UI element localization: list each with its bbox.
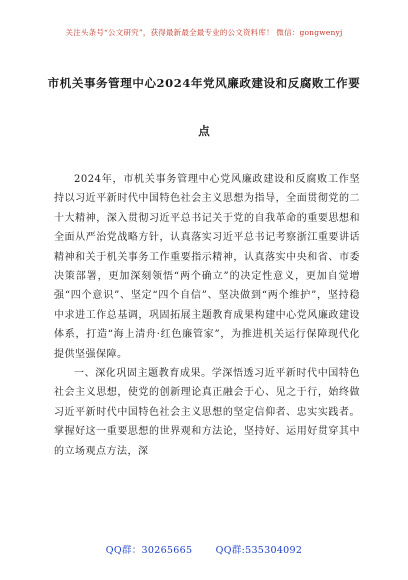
document-body <box>54 170 360 461</box>
document-title: 市机关事务管理中心2024年党风廉政建设和反腐败工作要 <box>47 76 361 90</box>
qq-group-2: QQ群:535304092 <box>215 545 303 556</box>
header-promo-text: 关注头条号“公文研究”，获得最新最全最专业的公文资料库！ 微信：gongwenyj <box>65 28 343 37</box>
document-title-continued: 点 <box>198 124 210 138</box>
qq-group-1: QQ群：30265665 <box>105 545 193 556</box>
footer-qq-groups <box>0 542 408 556</box>
body-paragraph: 2024年，市机关事务管理中心党风廉政建设和反腐败工作坚持以习近平新时代中国特色社会主义思想为指导，全面贯彻党的二十大精神，深入贯彻习近平总书记关于党的自我革命的重要思想和全面从严治党战略方针，认真落实习近平总书记考察浙江重要讲话精神和关于机关事务工作重要指示精神，认真落实中央和省、市委决策部署，更加深刻领悟“两个确立”的决定性意义，更加自觉增强“四个意识”、坚定“四个自信”、坚决做到“两个维护”，坚持稳中求进工作总基调，巩固拓展主题教育成果构建中心党风廉政建设体系，打造“海上清舟·红色廉管家”，为推进机关运行保障现代化提供坚强保障。 <box>54 174 360 360</box>
body-paragraph: 一、深化巩固主题教育成果。学深悟透习近平新时代中国特色社会主义思想，使党的创新理论真正融会于心、见之于行，始终做习近平新时代中国特色社会主义思想的坚定信仰者、忠实实践者。掌握好这一重要思想的世界观和方法论，坚持好、运用好贯穿其中的立场观点方法，深 <box>54 368 360 457</box>
